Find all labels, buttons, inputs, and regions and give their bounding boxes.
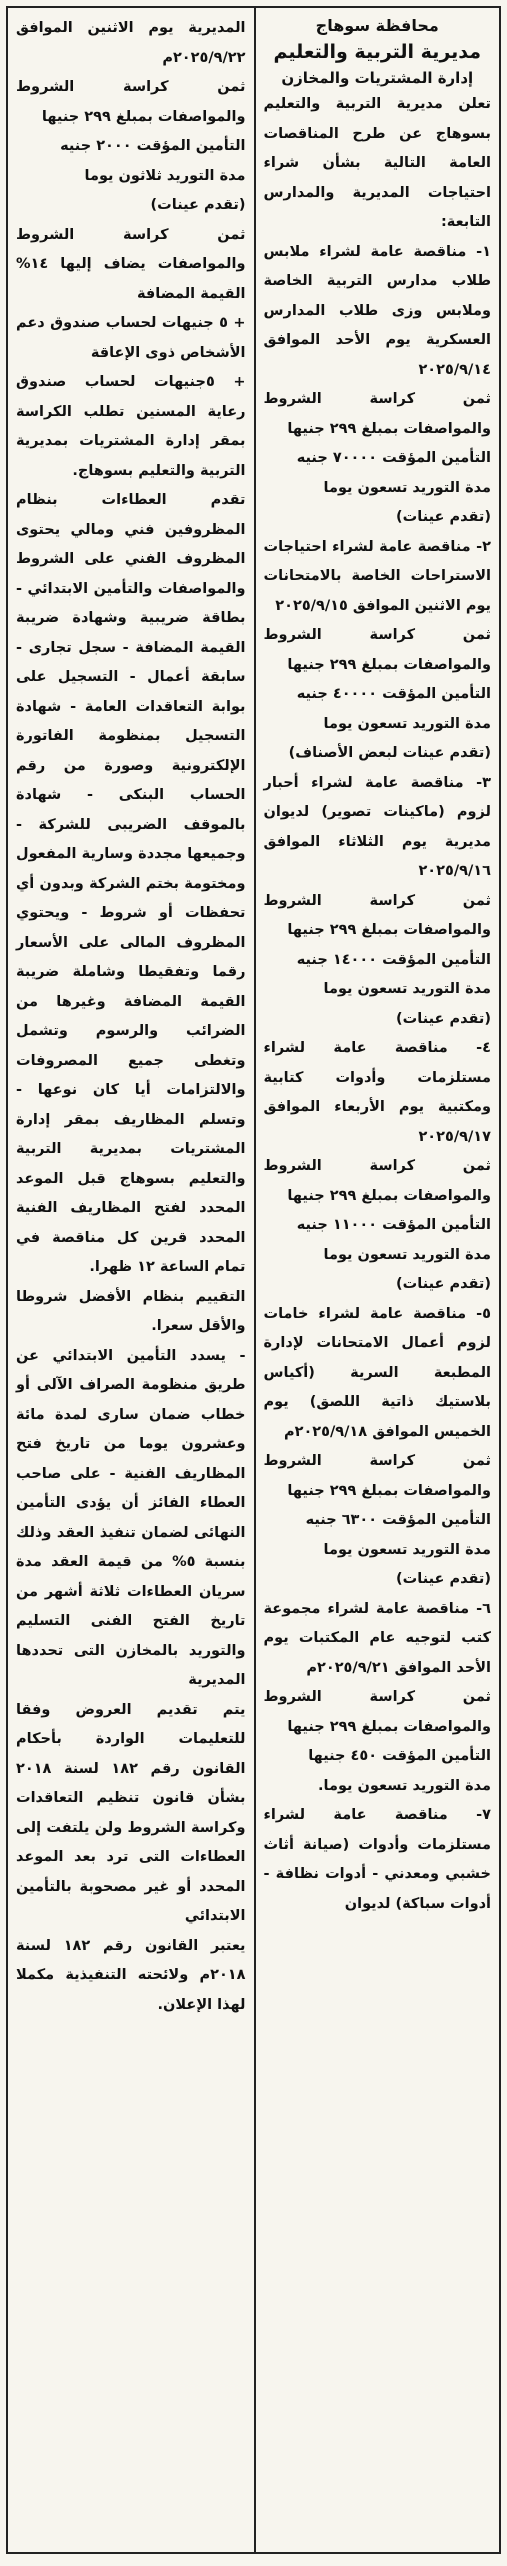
- tender-samples: (تقدم عينات): [396, 1571, 491, 1587]
- evaluation-note: التقييم بنظام الأفضل شروطا والأقل سعرا.: [16, 1288, 246, 1334]
- fees-note: ثمن كراسة الشروط والمواصفات يضاف إليها ١٤% القيمة المضافة: [16, 226, 246, 302]
- tender-4: [264, 1034, 492, 1300]
- tender-samples: (تقدم عينات لبعض الأصناف): [288, 745, 491, 761]
- tender-1: [264, 238, 492, 533]
- left-column: [8, 8, 254, 2552]
- closing-note: يعتبر القانون رقم ١٨٢ لسنة ٢٠١٨م ولائحته التنفيذية مكملا لهذا الإعلان.: [16, 1937, 246, 2013]
- governorate-title: محافظة سوهاج: [315, 16, 439, 35]
- tender-delivery: مدة التوريد تسعون يوما.: [318, 1777, 491, 1794]
- right-column: [254, 8, 500, 2552]
- announcement-page: [6, 6, 501, 2554]
- tender-delivery: مدة التوريد تسعون يوما: [323, 981, 491, 997]
- tender-insurance: التأمين المؤقت ١٤٠٠٠ جنيه: [296, 951, 491, 968]
- tender-5: [264, 1300, 492, 1595]
- intro-text: تعلن مديرية التربية والتعليم بسوهاج عن طرح المناقصات العامة التالية بشأن شراء احتياجات المديرية والمدارس التابعة:: [263, 96, 491, 230]
- tender-delivery: مدة التوريد تسعون يوما: [323, 1541, 491, 1558]
- tender-insurance: التأمين المؤقت ٤٥٠ جنيها: [308, 1748, 491, 1764]
- tender-insurance: التأمين المؤقت ٧٠٠٠٠ جنيه: [296, 450, 491, 466]
- tender-samples: (تقدم عينات): [396, 509, 491, 525]
- tender-7-insurance: التأمين المؤقت ٢٠٠٠ جنيه: [60, 138, 246, 154]
- tender-7-booklet: ثمن كراسة الشروط والمواصفات بمبلغ ٢٩٩ جنيها: [16, 79, 246, 125]
- tender-delivery: مدة التوريد تسعون يوما: [323, 479, 491, 496]
- tender-insurance: التأمين المؤقت ١١٠٠٠ جنيه: [296, 1217, 491, 1233]
- tender-insurance: التأمين المؤقت ٦٣٠٠ جنيه: [305, 1512, 491, 1528]
- tender-delivery: مدة التوريد تسعون يوما: [323, 715, 491, 732]
- tender-3: [264, 769, 492, 1035]
- tender-samples: (تقدم عينات): [396, 1276, 491, 1292]
- directorate-title: مديرية التربية والتعليم: [273, 41, 482, 63]
- payment-note: - يسدد التأمين الابتدائي عن طريق منظومة الصراف الآلى أو خطاب ضمان سارى لمدة مائة وعشرون يوما من تاريخ فتح المظاريف الفنية - على صاحب العطاء الفائز أن يؤدى التأمين النهائى لضمان تنفيذ العقد وذلك بنسبة ٥% من قيمة العقد مدة سريان العطاءات ثلاثة أشهر من تاريخ الفتح الفنى التسليم والتوريد بالمخازن التى تحددها المديرية: [16, 1347, 246, 1688]
- tender-booklet: ثمن كراسة الشروط والمواصفات بمبلغ ٢٩٩ جنيها: [263, 1453, 491, 1499]
- tender-insurance: التأمين المؤقت ٤٠٠٠٠ جنيه: [296, 686, 491, 702]
- fee-bullet-disability: + ٥ جنيهات لحساب صندوق دعم الأشخاص ذوى الإعاقة: [16, 315, 246, 361]
- tender-title: ٥- مناقصة عامة لشراء خامات لزوم أعمال الامتحانات لإدارة المطبعة السرية (أكياس بلاستيك ذاتية اللصق) يوم الخميس الموافق ٢٠٢٥/٩/١٨م: [263, 1305, 491, 1440]
- tender-7-title-cont: المديرية يوم الاثنين الموافق ٢٠٢٥/٩/٢٢م: [16, 20, 246, 66]
- submission-note: تقدم العطاءات بنظام المظروفين فني ومالي يحتوى المظروف الفني على الشروط والمواصفات والتأمين الابتدائي - بطاقة ضريبية وشهادة ضريبة القيمة المضافة - سجل تجارى - سابقة أعمال - التسجيل على بوابة التعاقدات العامة - شهادة التسجيل بمنظومة الفاتورة الإلكترونية وصورة من رقم الحساب البنكى - شهادة بالموقف الضريبى للشركة - وجميعها مجددة وسارية المفعول ومختومة بختم الشركة وبدون أي تحفظات أو شروط - ويحتوي المظروف المالى على الأسعار رقما وتفقيطا وشاملة ضريبة القيمة المضافة وغيرها من الضرائب والرسوم وتشمل وتغطى جميع المصروفات والالتزامات أيا كان نوعها - وتسلم المظاريف بمقر إدارة المشتريات بمديرية التربية والتعليم بسوهاج قبل الموعد المحدد لفتح المظاريف الفنية المحدد قرين كل مناقصة في تمام الساعة ١٢ ظهرا.: [16, 492, 246, 1275]
- tender-booklet: ثمن كراسة الشروط والمواصفات بمبلغ ٢٩٩ جنيها: [263, 391, 491, 437]
- tender-2: [264, 533, 492, 769]
- tender-title: ٣- مناقصة عامة لشراء أحبار لزوم (ماكينات تصوير) لديوان مديرية يوم الثلاثاء الموافق ٢٠٢٥/٩/١٦: [263, 774, 491, 879]
- tender-delivery: مدة التوريد تسعون يوما: [323, 1246, 491, 1263]
- fee-bullet-elderly: + ٥جنيهات لحساب صندوق رعاية المسنين تطلب الكراسة بمقر إدارة المشتريات بمديرية التربية والتعليم بسوهاج.: [16, 374, 246, 479]
- tender-6: [264, 1595, 492, 1802]
- tender-title: ٤- مناقصة عامة لشراء مستلزمات وأدوات كتابية ومكتبية يوم الأربعاء الموافق ٢٠٢٥/٩/١٧: [263, 1040, 491, 1145]
- tender-7-title-start: ٧- مناقصة عامة لشراء مستلزمات وأدوات (صيانة أثاث خشبي ومعدني - أدوات نظافة - أدوات سباكة) لديوان: [263, 1807, 491, 1912]
- tender-title: ٦- مناقصة عامة لشراء مجموعة كتب لتوجيه عام المكتبات يوم الأحد الموافق ٢٠٢٥/٩/٢١م: [263, 1600, 491, 1676]
- tender-booklet: ثمن كراسة الشروط والمواصفات بمبلغ ٢٩٩ جنيها: [263, 1158, 491, 1204]
- tender-booklet: ثمن كراسة الشروط والمواصفات بمبلغ ٢٩٩ جنيها: [263, 627, 491, 673]
- tender-title: ١- مناقصة عامة لشراء ملابس طلاب مدارس التربية الخاصة وملابس وزى طلاب المدارس العسكرية يوم الأحد الموافق ٢٠٢٥/٩/١٤: [263, 243, 491, 378]
- department-title: إدارة المشتريات والمخازن: [281, 69, 474, 87]
- tender-samples: (تقدم عينات): [396, 1010, 491, 1027]
- rules-note: يتم تقديم العروض وفقا للتعليمات الواردة بأحكام القانون رقم ١٨٢ لسنة ٢٠١٨ بشأن قانون تنظيم التعاقدات وكراسة الشروط ولن يلتفت إلى العطاءات التى ترد بعد الموعد المحدد أو غير مصحوبة بالتأمين الابتدائي: [16, 1701, 246, 1924]
- tender-7-delivery: مدة التوريد ثلاثون يوما: [84, 167, 246, 184]
- tender-booklet: ثمن كراسة الشروط والمواصفات بمبلغ ٢٩٩ جنيها: [263, 892, 491, 938]
- tender-title: ٢- مناقصة عامة لشراء احتياجات الاستراحات الخاصة بالامتحانات يوم الاثنين الموافق ٢٠٢٥/٩/١٥: [263, 538, 491, 614]
- tender-7-samples: (تقدم عينات): [150, 197, 246, 213]
- tender-booklet: ثمن كراسة الشروط والمواصفات بمبلغ ٢٩٩ جنيها: [263, 1689, 491, 1735]
